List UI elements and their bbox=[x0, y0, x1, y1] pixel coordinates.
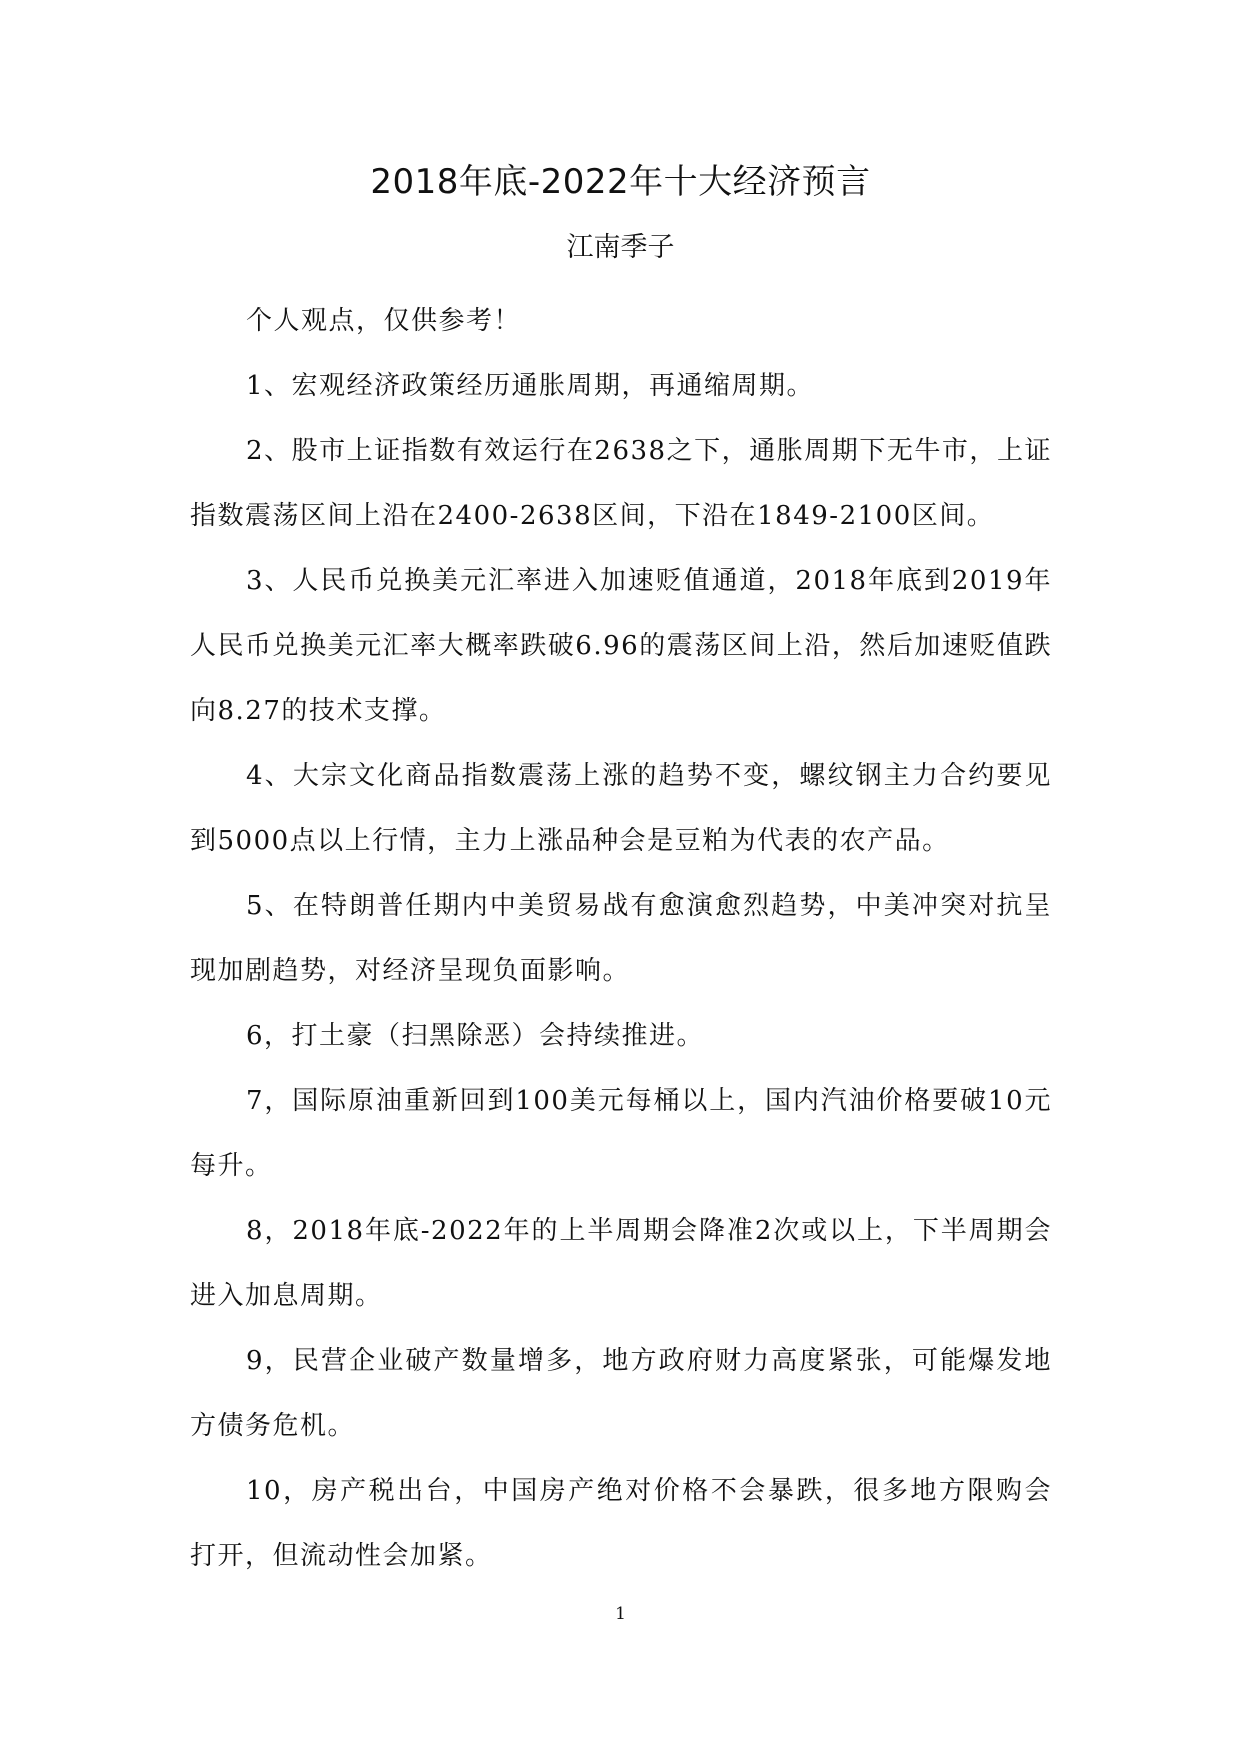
prediction-paragraph-5: 5、在特朗普任期内中美贸易战有愈演愈烈趋势，中美冲突对抗呈现加剧趋势，对经济呈现负面影响。 bbox=[190, 891, 1052, 986]
prediction-paragraph-8: 8，2018年底-2022年的上半周期会降准2次或以上，下半周期会进入加息周期。 bbox=[190, 1216, 1052, 1311]
author-name: 江南季子 bbox=[566, 232, 675, 263]
prediction-paragraph-4: 4、大宗文化商品指数震荡上涨的趋势不变，螺纹钢主力合约要见到5000点以上行情，主力上涨品种会是豆粕为代表的农产品。 bbox=[190, 761, 1052, 856]
prediction-paragraph-3: 3、人民币兑换美元汇率进入加速贬值通道，2018年底到2019年人民币兑换美元汇率大概率跌破6.96的震荡区间上沿，然后加速贬值跌向8.27的技术支撑。 bbox=[190, 566, 1052, 726]
prediction-paragraph-10: 10，房产税出台，中国房产绝对价格不会暴跌，很多地方限购会打开，但流动性会加紧。 bbox=[190, 1476, 1052, 1571]
prediction-paragraph-1: 1、宏观经济政策经历通胀周期，再通缩周期。 bbox=[246, 371, 815, 401]
intro-paragraph: 个人观点，仅供参考！ bbox=[246, 306, 522, 336]
prediction-paragraph-9: 9，民营企业破产数量增多，地方政府财力高度紧张，可能爆发地方债务危机。 bbox=[190, 1346, 1052, 1441]
prediction-paragraph-6: 6，打土豪（扫黑除恶）会持续推进。 bbox=[246, 1021, 705, 1051]
document-body bbox=[190, 289, 1052, 1589]
document-title: 2018年底-2022年十大经济预言 bbox=[370, 162, 871, 202]
prediction-paragraph-7: 7，国际原油重新回到100美元每桶以上，国内汽油价格要破10元每升。 bbox=[190, 1086, 1052, 1181]
prediction-paragraph-2: 2、股市上证指数有效运行在2638之下，通胀周期下无牛市，上证指数震荡区间上沿在2400-2638区间，下沿在1849-2100区间。 bbox=[190, 436, 1052, 531]
page-number: 1 bbox=[615, 1604, 626, 1624]
